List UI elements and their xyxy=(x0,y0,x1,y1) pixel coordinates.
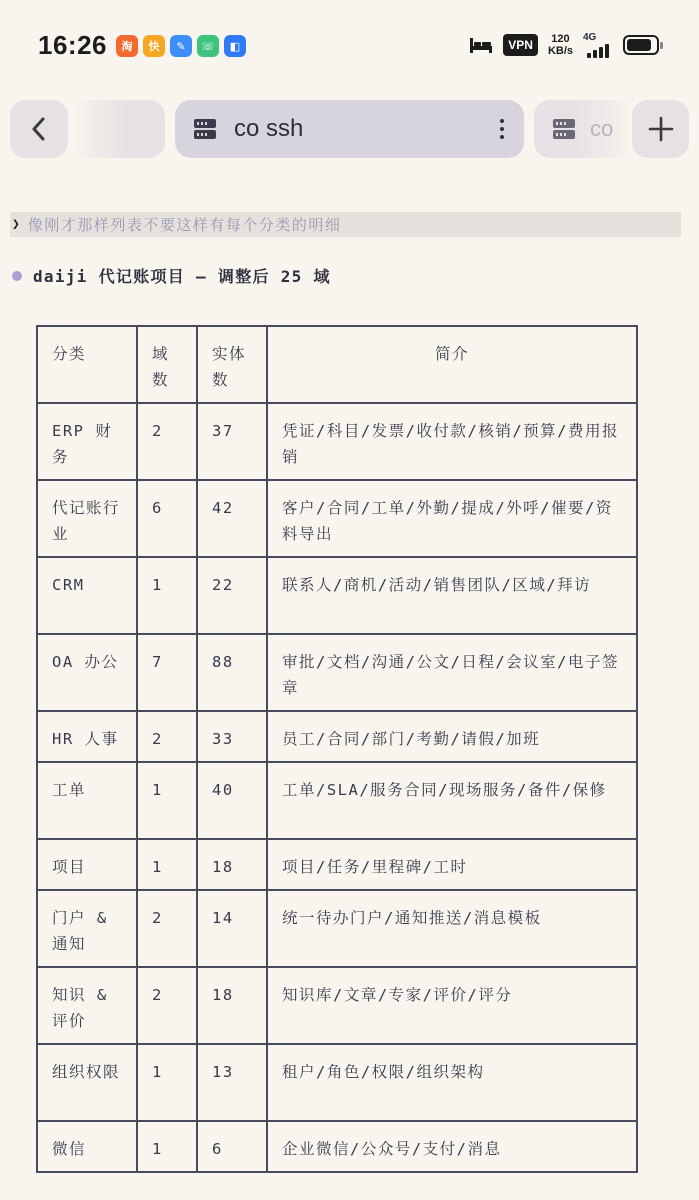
cell-description: 项目/任务/里程碑/工时 xyxy=(267,839,637,890)
server-icon xyxy=(193,118,217,140)
tab-next[interactable] xyxy=(534,100,634,158)
cell-category: OA 办公 xyxy=(37,634,137,711)
cell-description: 工单/SLA/服务合同/现场服务/备件/保修 xyxy=(267,762,637,839)
cell-entity-count: 6 xyxy=(197,1121,267,1172)
cell-category: 门户 & 通知 xyxy=(37,890,137,967)
cell-category: 代记账行业 xyxy=(37,480,137,557)
table-row xyxy=(37,634,637,711)
vpn-badge: VPN xyxy=(503,34,538,56)
clock: 16:26 xyxy=(38,30,107,60)
cell-domain-count: 2 xyxy=(137,403,197,480)
cell-domain-count: 1 xyxy=(137,762,197,839)
table-row xyxy=(37,711,637,762)
blocks-app-icon: ◧ xyxy=(224,35,246,57)
header-description: 简介 xyxy=(267,326,637,403)
cell-category: HR 人事 xyxy=(37,711,137,762)
table-row xyxy=(37,762,637,839)
table-row xyxy=(37,1121,637,1172)
table-row xyxy=(37,557,637,634)
cell-category: 知识 & 评价 xyxy=(37,967,137,1044)
network-speed xyxy=(548,33,573,57)
cell-domain-count: 1 xyxy=(137,839,197,890)
server-icon xyxy=(552,118,576,140)
cell-domain-count: 1 xyxy=(137,1121,197,1172)
cell-entity-count: 42 xyxy=(197,480,267,557)
cell-description: 审批/文档/沟通/公文/日程/会议室/电子签章 xyxy=(267,634,637,711)
video-app-icon: 快 xyxy=(143,35,165,57)
table-row xyxy=(37,1044,637,1121)
battery-icon xyxy=(623,35,659,55)
cell-category: 微信 xyxy=(37,1121,137,1172)
cell-description: 企业微信/公众号/支付/消息 xyxy=(267,1121,637,1172)
plus-icon xyxy=(648,116,674,142)
header-category: 分类 xyxy=(37,326,137,403)
domain-table xyxy=(36,325,638,1173)
cell-domain-count: 6 xyxy=(137,480,197,557)
table-row xyxy=(37,480,637,557)
heading-text: daiji 代记账项目 — 调整后 25 域 xyxy=(33,267,331,286)
cell-domain-count: 1 xyxy=(137,1044,197,1121)
network-type: 4G xyxy=(583,32,597,43)
tab-previous[interactable] xyxy=(72,100,165,158)
tab-active[interactable] xyxy=(175,100,524,158)
phone-app-icon: ☏ xyxy=(197,35,219,57)
cell-domain-count: 7 xyxy=(137,634,197,711)
cell-category: 组织权限 xyxy=(37,1044,137,1121)
cell-description: 知识库/文章/专家/评价/评分 xyxy=(267,967,637,1044)
cell-domain-count: 1 xyxy=(137,557,197,634)
tab-next-title: co xyxy=(590,116,614,141)
header-domain-count: 域数 xyxy=(137,326,197,403)
new-tab-button[interactable] xyxy=(632,100,689,158)
cell-category: 工单 xyxy=(37,762,137,839)
tab-title: co ssh xyxy=(234,115,304,142)
cell-description: 统一待办门户/通知推送/消息模板 xyxy=(267,890,637,967)
cell-description: 租户/角色/权限/组织架构 xyxy=(267,1044,637,1121)
cell-description: 联系人/商机/活动/销售团队/区域/拜访 xyxy=(267,557,637,634)
prompt-line xyxy=(10,212,681,237)
cell-entity-count: 88 xyxy=(197,634,267,711)
notification-app-icons xyxy=(116,35,246,57)
table-header-row xyxy=(37,326,637,403)
prompt-arrow: ❯ xyxy=(12,217,20,232)
network-speed-unit: KB/s xyxy=(547,45,573,57)
cell-entity-count: 40 xyxy=(197,762,267,839)
chevron-left-icon xyxy=(29,116,49,142)
table-row xyxy=(37,890,637,967)
cell-category: 项目 xyxy=(37,839,137,890)
cell-entity-count: 14 xyxy=(197,890,267,967)
network-speed-value: 120 xyxy=(551,33,570,45)
cell-entity-count: 13 xyxy=(197,1044,267,1121)
prompt-text: 像刚才那样列表不要这样有每个分类的明细 xyxy=(27,216,342,234)
cell-category: ERP 财务 xyxy=(37,403,137,480)
cell-signal-icon xyxy=(583,32,613,58)
table-row xyxy=(37,839,637,890)
bullet-icon xyxy=(12,271,22,281)
header-entity-count: 实体数 xyxy=(197,326,267,403)
bed-icon xyxy=(469,36,493,54)
response-heading xyxy=(12,264,331,287)
cell-domain-count: 2 xyxy=(137,711,197,762)
table-row xyxy=(37,967,637,1044)
cell-description: 凭证/科目/发票/收付款/核销/预算/费用报销 xyxy=(267,403,637,480)
cell-description: 员工/合同/部门/考勤/请假/加班 xyxy=(267,711,637,762)
cell-entity-count: 18 xyxy=(197,967,267,1044)
cell-domain-count: 2 xyxy=(137,967,197,1044)
shopping-app-icon: 淘 xyxy=(116,35,138,57)
cell-domain-count: 2 xyxy=(137,890,197,967)
more-vertical-icon[interactable] xyxy=(500,119,504,139)
cell-description: 客户/合同/工单/外勤/提成/外呼/催要/资料导出 xyxy=(267,480,637,557)
tab-bar xyxy=(0,100,699,160)
cell-entity-count: 37 xyxy=(197,403,267,480)
status-indicators xyxy=(469,32,659,58)
cell-category: CRM xyxy=(37,557,137,634)
cell-entity-count: 22 xyxy=(197,557,267,634)
feather-app-icon: ✎ xyxy=(170,35,192,57)
table-body xyxy=(37,403,637,1172)
table-row xyxy=(37,403,637,480)
back-button[interactable] xyxy=(10,100,68,158)
status-bar xyxy=(0,0,699,95)
cell-entity-count: 18 xyxy=(197,839,267,890)
cell-entity-count: 33 xyxy=(197,711,267,762)
